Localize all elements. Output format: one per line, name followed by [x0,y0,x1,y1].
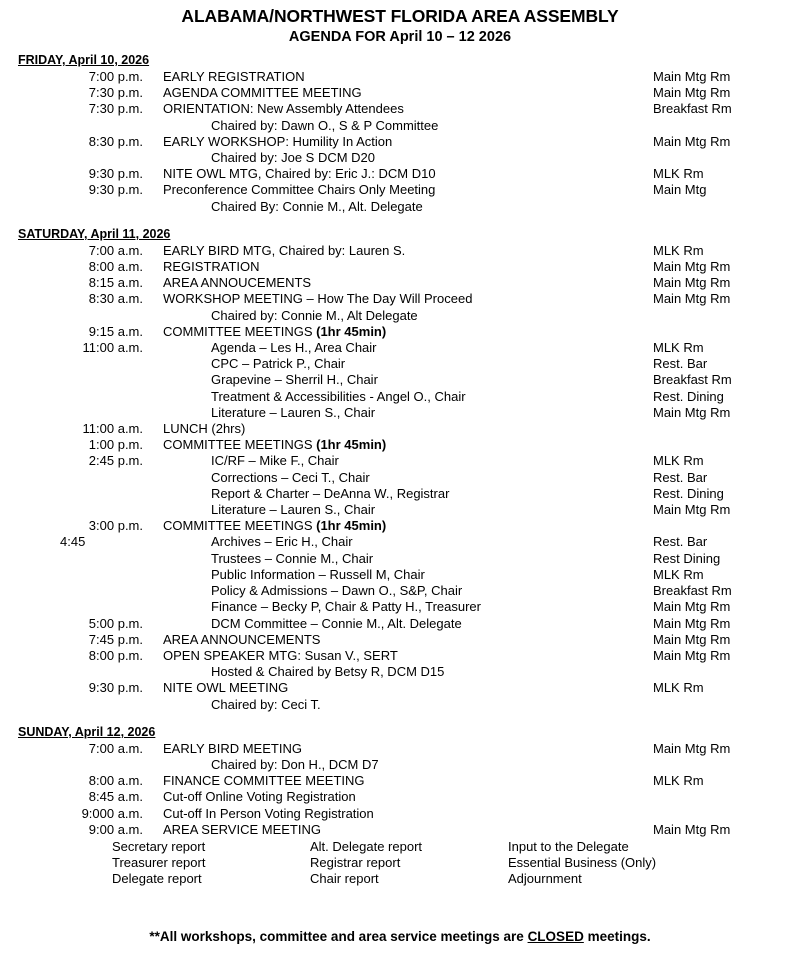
agenda-event [143,199,653,215]
agenda-event [143,806,653,822]
agenda-event [143,697,653,713]
agenda-event-text: Chaired by: Connie M., Alt Delegate [211,307,418,323]
agenda-row [0,599,800,615]
agenda-event-text: Cut-off Online Voting Registration [163,789,356,805]
agenda-row [0,150,800,166]
agenda-row [0,259,800,275]
agenda-event-text: Report & Charter – DeAnna W., Registrar [211,485,450,501]
agenda-event [143,773,653,789]
agenda-event [143,757,653,773]
agenda-row [0,757,800,773]
agenda-event-text: DCM Committee – Connie M., Alt. Delegate [211,615,462,631]
page-title: ALABAMA/NORTHWEST FLORIDA AREA ASSEMBLY [181,6,619,26]
agenda-row [0,182,800,198]
agenda-room: MLK Rm [653,566,704,582]
agenda-row [0,664,800,680]
agenda-row [0,822,800,838]
agenda-event-text: Chaired by: Ceci T. [211,696,321,712]
agenda-time: 7:30 p.m. [88,85,143,101]
agenda-event [143,69,653,85]
agenda-row [0,648,800,664]
agenda-event [143,324,653,340]
agenda-room: Main Mtg Rm [653,275,731,291]
agenda-time: 7:00 p.m. [88,69,143,84]
agenda-time: 9:00 a.m. [88,821,143,837]
agenda-room: Rest. Dining [653,388,724,404]
agenda-row [0,134,800,150]
agenda-row [0,697,800,713]
agenda-event [143,551,653,567]
agenda-event-duration: (1hr 45min) [316,518,387,534]
agenda-row [0,680,800,696]
agenda-row [0,340,800,356]
agenda-room: Rest Dining [653,550,721,566]
agenda-time: 9:30 p.m. [88,182,143,198]
agenda-time: 4:45 [60,534,86,550]
agenda-time: 8:00 a.m. [88,773,143,789]
agenda-row [0,616,800,632]
agenda-event [143,372,653,388]
agenda-row [0,166,800,182]
agenda-event [143,166,653,182]
agenda-event [143,118,653,134]
agenda-time: 9:15 a.m. [88,323,143,339]
agenda-event-text: Chaired by: Dawn O., S & P Committee [211,117,439,133]
agenda-event [143,182,653,198]
closed-meetings-note [0,929,800,944]
agenda-room: Rest. Dining [653,485,724,501]
day-spacer [0,215,800,226]
agenda-event-duration: (1hr 45min) [316,323,387,339]
agenda-room: Main Mtg Rm [653,647,731,663]
agenda-room: MLK Rm [653,340,704,356]
agenda-time: 5:00 p.m. [88,615,143,631]
agenda-row [0,372,800,388]
agenda-event-text: AREA ANNOUNCEMENTS [163,631,321,647]
report-item: Input to the Delegate [508,838,629,854]
agenda-room: Main Mtg Rm [653,740,731,756]
agenda-room: Main Mtg Rm [653,631,731,647]
agenda-row [0,69,800,85]
agenda-event [143,134,653,150]
report-item: Delegate report [112,871,202,887]
agenda-row [0,486,800,502]
agenda-row [0,324,800,340]
footer-prefix: **All workshops, committee and area service meetings are [149,929,528,944]
agenda-time: 8:00 a.m. [88,259,143,275]
agenda-event [143,664,653,680]
agenda-event-text: Grapevine – Sherril H., Chair [211,372,378,388]
agenda-event [143,259,653,275]
agenda-room: Main Mtg Rm [653,69,731,84]
agenda-row [0,356,800,372]
agenda-event-text: EARLY REGISTRATION [163,69,305,84]
agenda-room: Main Mtg Rm [653,259,731,275]
agenda-row [0,85,800,101]
agenda-event [143,632,653,648]
agenda-room: Rest. Bar [653,534,708,550]
agenda-room: Main Mtg Rm [653,599,731,615]
agenda-room: Main Mtg [653,182,707,198]
agenda-event-text: Corrections – Ceci T., Chair [211,469,370,485]
agenda-row [0,741,800,757]
agenda-event-text: AREA SERVICE MEETING [163,821,321,837]
agenda-event-text: REGISTRATION [163,259,260,275]
agenda-event [143,389,653,405]
agenda-time: 8:30 a.m. [88,291,143,307]
agenda-event [143,275,653,291]
agenda-row [0,421,800,437]
agenda-event [143,291,653,307]
agenda-time: 7:00 a.m. [88,740,143,756]
agenda-event [143,85,653,101]
agenda-event-text: Agenda – Les H., Area Chair [211,340,377,356]
agenda-event-text: FINANCE COMMITTEE MEETING [163,773,365,789]
agenda-event-text: Cut-off In Person Voting Registration [163,805,374,821]
agenda-event-text: Policy & Admissions – Dawn O., S&P, Chair [211,583,463,599]
agenda-event [143,356,653,372]
report-item: Secretary report [112,838,206,854]
agenda-time: 8:00 p.m. [88,647,143,663]
report-item: Registrar report [310,855,401,871]
agenda-row [0,291,800,307]
agenda-time: 2:45 p.m. [88,453,143,469]
agenda-row [0,583,800,599]
day-spacer [0,713,800,724]
agenda-event [143,680,653,696]
agenda-event [143,308,653,324]
agenda-event [143,150,653,166]
agenda-event-text: Chaired by: Don H., DCM D7 [211,756,379,772]
agenda-event [143,741,653,757]
agenda-row [0,437,800,453]
agenda-event-text: EARLY BIRD MTG, Chaired by: Lauren S. [163,242,406,258]
agenda-room: Breakfast Rm [653,583,732,599]
agenda-schedule [0,52,800,838]
agenda-time: 1:00 p.m. [88,437,143,453]
agenda-event-text: Archives – Eric H., Chair [211,534,353,550]
agenda-event [143,486,653,502]
agenda-room: Rest. Bar [653,469,708,485]
agenda-row [0,567,800,583]
agenda-event [143,648,653,664]
agenda-row [0,789,800,805]
agenda-row [0,308,800,324]
agenda-event-text: NITE OWL MEETING [163,680,289,696]
agenda-time: 11:00 a.m. [82,421,143,437]
agenda-event [143,789,653,805]
agenda-event [143,340,653,356]
agenda-event-text: Literature – Lauren S., Chair [211,404,376,420]
agenda-event-text: Hosted & Chaired by Betsy R, DCM D15 [211,664,445,680]
agenda-row [0,199,800,215]
agenda-room: Breakfast Rm [653,372,732,388]
agenda-event [143,518,653,534]
agenda-event [143,453,653,469]
agenda-event [143,243,653,259]
agenda-event-text: AREA ANNOUCEMENTS [163,275,312,291]
agenda-room: MLK Rm [653,453,704,469]
agenda-room: Main Mtg Rm [653,615,731,631]
agenda-row [0,502,800,518]
agenda-event-text: Public Information – Russell M, Chair [211,566,425,582]
agenda-room: Breakfast Rm [653,101,732,117]
reports-grid [0,839,800,888]
agenda-event-text: Trustees – Connie M., Chair [211,550,374,566]
agenda-event-text: Finance – Becky P, Chair & Patty H., Treasurer [211,599,481,615]
agenda-row [0,470,800,486]
agenda-event [143,567,653,583]
agenda-event-text: IC/RF – Mike F., Chair [211,453,339,469]
agenda-event-duration: (1hr 45min) [316,437,387,453]
footer-closed-emphasis: CLOSED [527,929,584,944]
agenda-room: MLK Rm [653,773,704,789]
agenda-row [0,551,800,567]
report-item: Alt. Delegate report [310,838,423,854]
agenda-event [143,822,653,838]
agenda-event-text: ORIENTATION: New Assembly Attendees [163,101,404,117]
agenda-time: 3:00 p.m. [88,518,143,534]
page-subtitle: AGENDA FOR April 10 – 12 2026 [288,29,512,45]
agenda-time: 7:45 p.m. [88,631,143,647]
agenda-event [143,502,653,518]
agenda-event-text: OPEN SPEAKER MTG: Susan V., SERT [163,647,398,663]
agenda-event-text: COMMITTEE MEETINGS [163,518,317,534]
agenda-room: Main Mtg Rm [653,291,731,307]
agenda-room: Main Mtg Rm [653,821,731,837]
agenda-event-text: EARLY BIRD MEETING [163,740,302,756]
agenda-event-text: Preconference Committee Chairs Only Meeting [163,182,436,198]
agenda-row [0,405,800,421]
agenda-event-text: AGENDA COMMITTEE MEETING [163,85,362,101]
agenda-event-text: Treatment & Accessibilities - Angel O., Chair [211,388,466,404]
agenda-event-text: EARLY WORKSHOP: Humility In Action [163,133,393,149]
agenda-event [143,470,653,486]
agenda-time: 7:30 p.m. [88,101,143,117]
agenda-time: 9:30 p.m. [88,680,143,696]
agenda-row [0,389,800,405]
agenda-room: MLK Rm [653,242,704,258]
agenda-room: MLK Rm [653,166,704,182]
agenda-time: 9:000 a.m. [81,805,143,821]
agenda-row [0,534,800,550]
agenda-event-text: CPC – Patrick P., Chair [211,356,346,372]
agenda-room: Main Mtg Rm [653,133,731,149]
title-block [0,0,800,47]
report-item: Treasurer report [112,855,206,871]
agenda-room: Main Mtg Rm [653,404,731,420]
agenda-row [0,773,800,789]
agenda-row [0,632,800,648]
agenda-event [143,583,653,599]
agenda-event-text: NITE OWL MTG, Chaired by: Eric J.: DCM D10 [163,166,436,182]
agenda-event [143,616,653,632]
agenda-room: Main Mtg Rm [653,502,731,518]
agenda-row [0,243,800,259]
report-item: Chair report [310,871,379,887]
agenda-event-text: Chaired By: Connie M., Alt. Delegate [211,198,423,214]
agenda-row [0,101,800,117]
agenda-time: 11:00 a.m. [82,340,143,356]
agenda-room: MLK Rm [653,680,704,696]
report-item: Adjournment [508,871,582,887]
agenda-event [143,421,653,437]
agenda-room: Main Mtg Rm [653,85,731,101]
agenda-row [0,806,800,822]
agenda-time: 8:45 a.m. [88,789,143,805]
agenda-event [143,599,653,615]
day-header: SUNDAY, April 12, 2026 [18,724,156,739]
footer-suffix: meetings. [583,929,651,944]
agenda-room: Rest. Bar [653,356,708,372]
agenda-row [0,275,800,291]
agenda-event [143,405,653,421]
agenda-row [0,453,800,469]
agenda-event-text: COMMITTEE MEETINGS [163,323,317,339]
agenda-time: 8:30 p.m. [88,133,143,149]
agenda-event [143,437,653,453]
agenda-event-text: WORKSHOP MEETING – How The Day Will Proceed [163,291,473,307]
report-item: Essential Business (Only) [508,855,657,871]
agenda-time: 9:30 p.m. [88,166,143,182]
day-header: FRIDAY, April 10, 2026 [18,53,150,67]
agenda-event-text: Chaired by: Joe S DCM D20 [211,150,376,166]
agenda-event-text: LUNCH (2hrs) [163,421,246,437]
agenda-time: 7:00 a.m. [88,242,143,258]
agenda-event-text: Literature – Lauren S., Chair [211,502,376,518]
agenda-time: 8:15 a.m. [88,275,143,291]
agenda-event [143,534,653,550]
agenda-event [143,101,653,117]
agenda-row [0,518,800,534]
day-header: SATURDAY, April 11, 2026 [18,226,171,241]
agenda-row [0,118,800,134]
agenda-event-text: COMMITTEE MEETINGS [163,437,317,453]
